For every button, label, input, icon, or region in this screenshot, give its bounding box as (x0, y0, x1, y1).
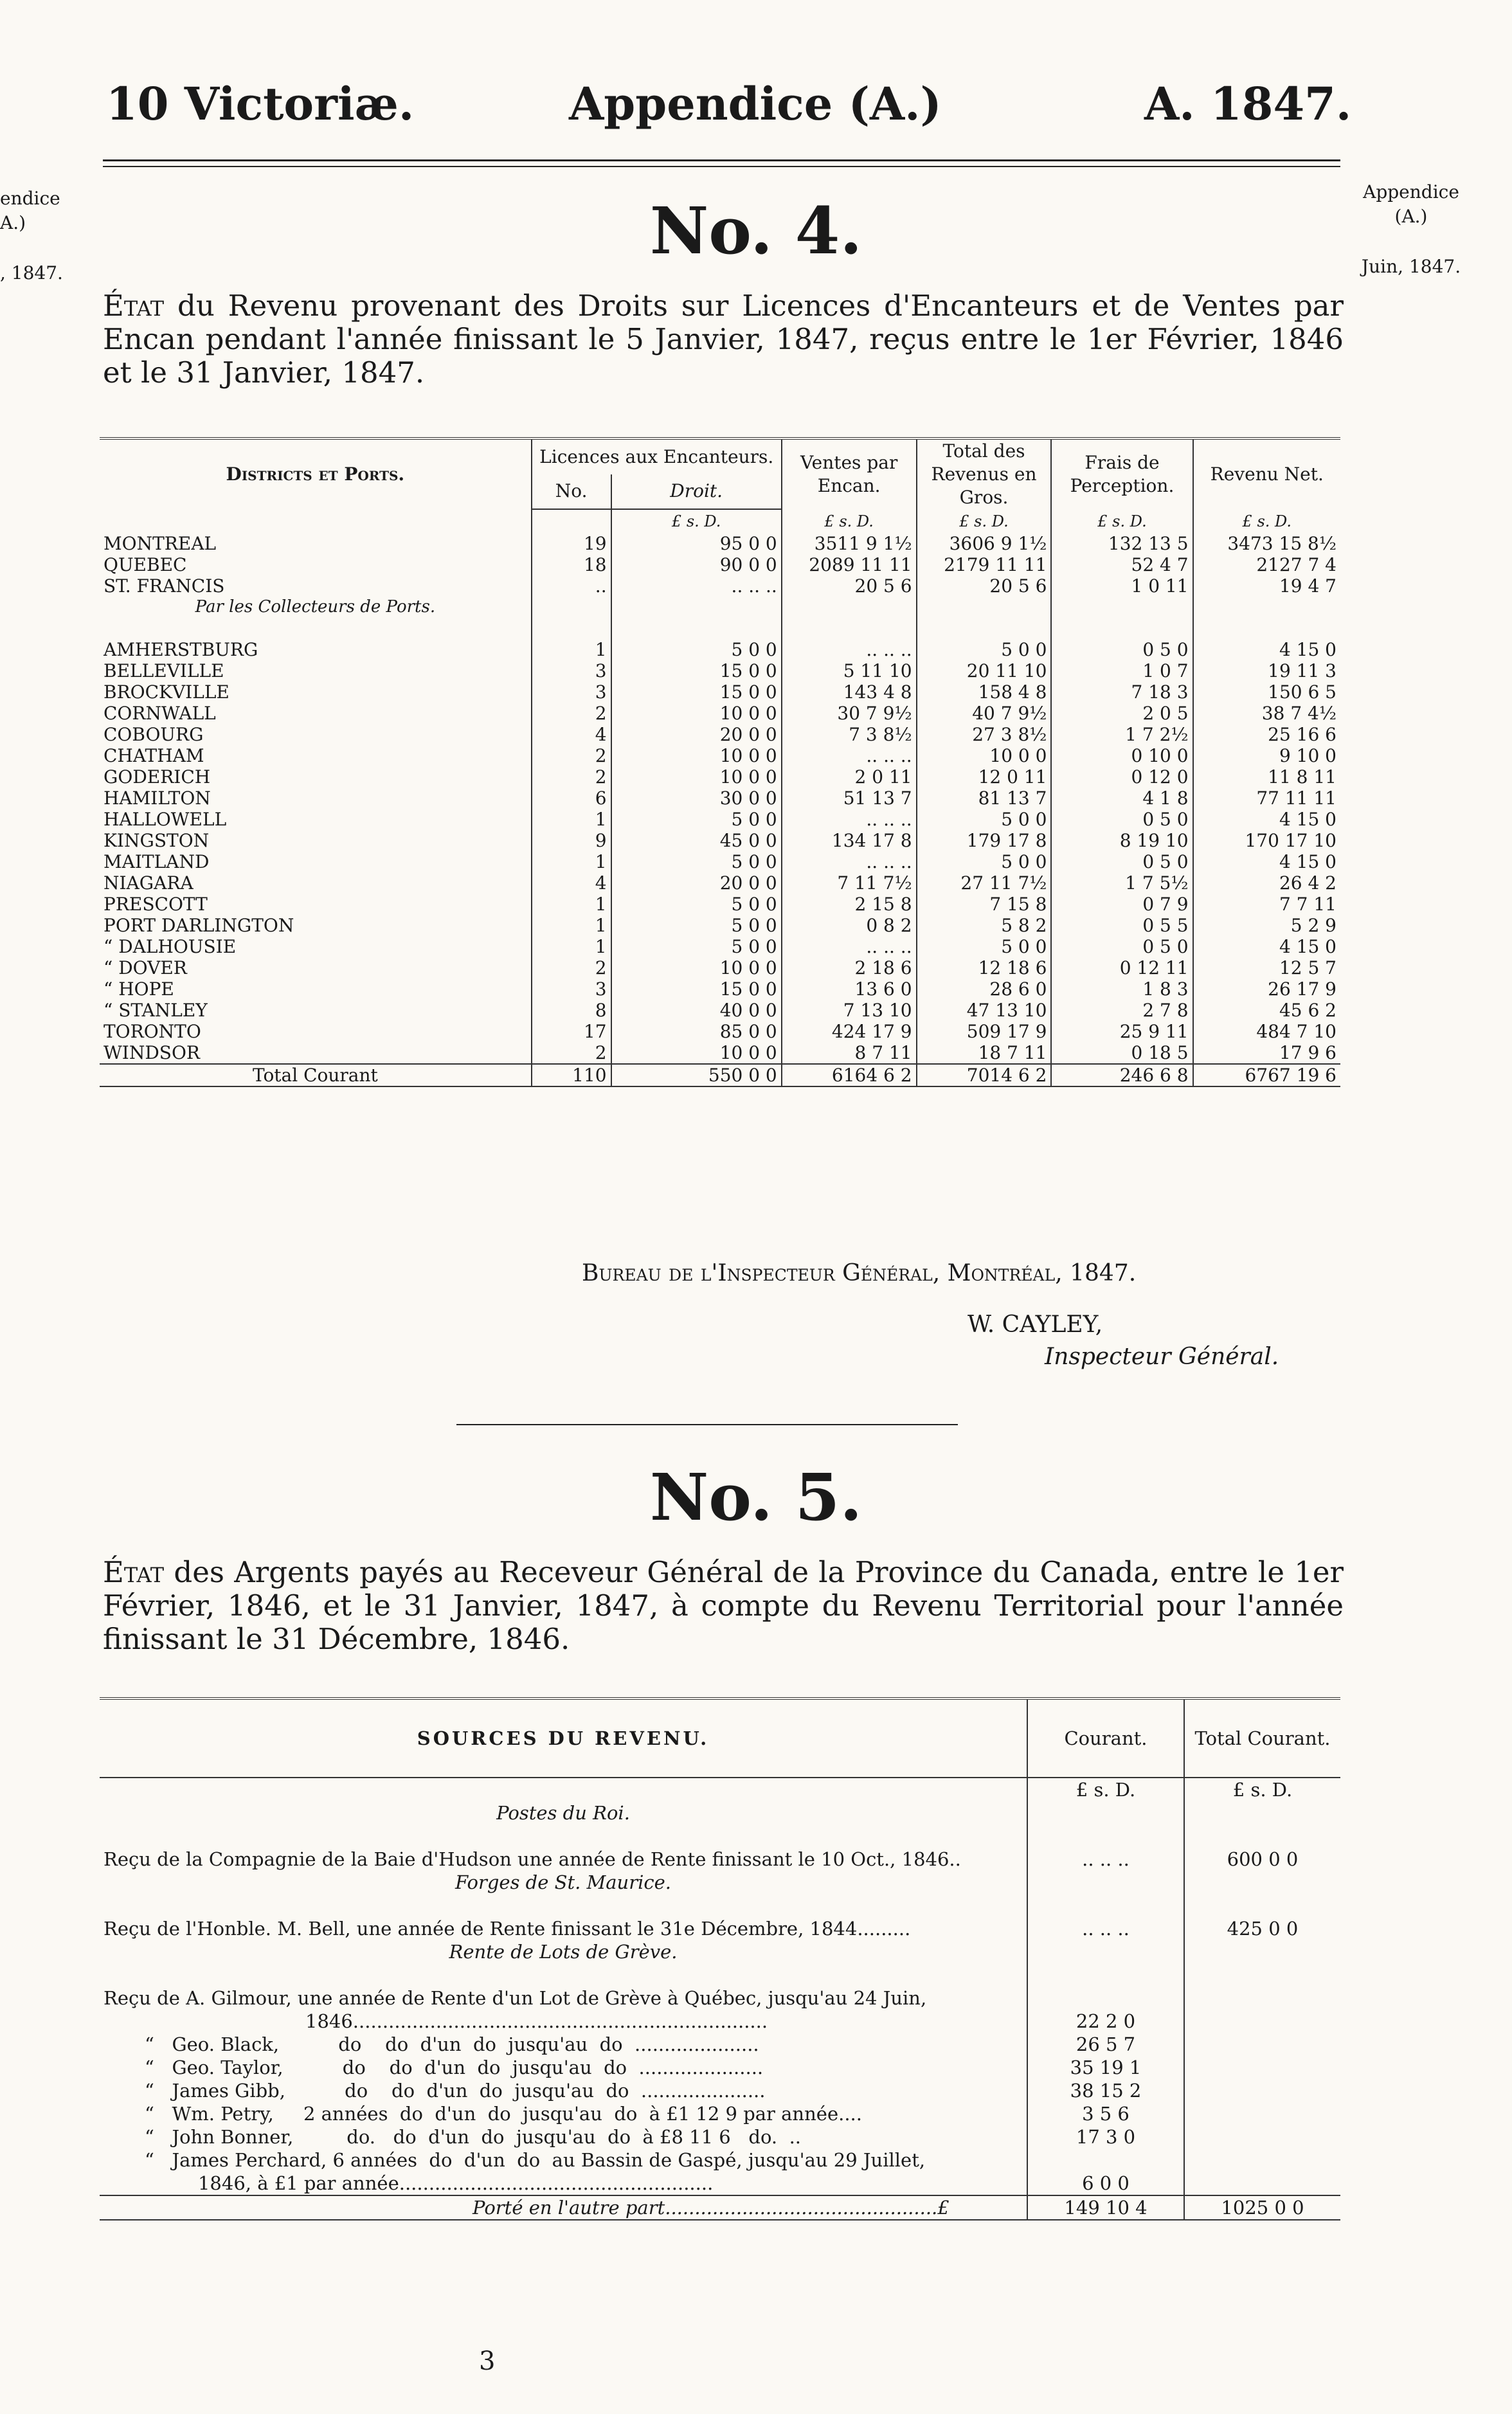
cell-net: 11 8 11 (1193, 766, 1340, 788)
cell-text: “ James Gibb, do do d'un do jusqu'au do ..................... (145, 2080, 766, 2102)
table4-total-row: Total Courant 110 550 0 0 6164 6 2 7014 6 2 246 6 8 6767 19 6 (100, 1064, 1340, 1086)
list-item (100, 2033, 1340, 2056)
row-gilmour-b: 1846...................................................................... 22 2 0 (100, 2010, 1340, 2033)
cell-ventes: 0 8 2 (782, 915, 917, 936)
cell-droit: 5 0 0 (611, 915, 782, 936)
cell-droit: 15 0 0 (611, 978, 782, 1000)
cell-net: 12 5 7 (1193, 957, 1340, 978)
cell-total: 27 3 8½ (917, 724, 1052, 745)
unit-courant: £ s. D. (1027, 1778, 1184, 1801)
cell-name: HAMILTON (104, 788, 211, 809)
list-item (100, 2056, 1340, 2079)
cell-total (1184, 2102, 1340, 2125)
cell-ventes: .. .. .. (782, 809, 917, 830)
page-number: 3 (479, 2346, 496, 2376)
col-ventes: Ventes par Encan. (782, 438, 917, 509)
cell-droit: 45 0 0 (611, 830, 782, 851)
cell-no: 1 (532, 894, 611, 915)
table4-title: État du Revenu provenant des Droits sur Licences d'Encanteurs et de Ventes par Encan pendant l'année finissant le 5 Janvier, 1847, reçus entre le 1er Février, 1846 et le 31 Janvier, 1847. (103, 289, 1344, 390)
table-row (100, 639, 1340, 660)
cell-ventes: 2 18 6 (782, 957, 917, 978)
table-row (100, 936, 1340, 957)
col-net: Revenu Net. (1193, 438, 1340, 509)
cell-courant: 3 5 6 (1027, 2102, 1184, 2125)
header-rule-1 (103, 159, 1340, 161)
cell-no: 1 (532, 809, 611, 830)
cell-droit: 5 0 0 (611, 936, 782, 957)
cell-net: 4 15 0 (1193, 809, 1340, 830)
cell-total: 179 17 8 (917, 830, 1052, 851)
cell-frais: 0 10 0 (1051, 745, 1192, 766)
cell-droit: 90 0 0 (611, 554, 782, 575)
col-no: No. (532, 474, 611, 509)
cell-net: 26 17 9 (1193, 978, 1340, 1000)
cell-no: 17 (532, 1021, 611, 1042)
cell-ventes: .. .. .. (782, 851, 917, 872)
bureau-line: Bureau de l'Inspecteur Général, Montréal, 1847. (582, 1260, 1137, 1286)
cell-total (1184, 2148, 1340, 2172)
cell-no: 9 (532, 830, 611, 851)
table-row (100, 1000, 1340, 1021)
cell-ventes: 2 15 8 (782, 894, 917, 915)
cell-name: PORT DARLINGTON (104, 915, 294, 936)
cell-net: 19 4 7 (1193, 575, 1340, 597)
cell-frais: 1 0 7 (1051, 660, 1192, 681)
cell-ventes: 7 13 10 (782, 1000, 917, 1021)
cell-droit: 10 0 0 (611, 703, 782, 724)
cell-ventes: .. .. .. (782, 745, 917, 766)
cell-no: 2 (532, 1042, 611, 1064)
cell-frais: 8 19 10 (1051, 830, 1192, 851)
cell-name: “ HOPE (104, 978, 174, 1000)
cell-ventes: 20 5 6 (782, 575, 917, 597)
cell-total: 12 0 11 (917, 766, 1052, 788)
cell-net: 25 16 6 (1193, 724, 1340, 745)
cell-frais: 4 1 8 (1051, 788, 1192, 809)
cell-total: 158 4 8 (917, 681, 1052, 703)
table-row (100, 660, 1340, 681)
unit-row-droit: £ s. D. (611, 509, 782, 533)
cell-net: 4 15 0 (1193, 936, 1340, 957)
table-row (100, 575, 1340, 597)
cell-courant: 6 0 0 (1027, 2172, 1184, 2195)
cell-no: 18 (532, 554, 611, 575)
cell-name: HALLOWELL (104, 809, 227, 830)
header-right: A. 1847. (1144, 77, 1352, 131)
table-row (100, 724, 1340, 745)
table-row (100, 681, 1340, 703)
cell-frais: 1 7 2½ (1051, 724, 1192, 745)
cell-total: 28 6 0 (917, 978, 1052, 1000)
table-row (100, 872, 1340, 894)
cell-ventes: 134 17 8 (782, 830, 917, 851)
col-frais: Frais de Perception. (1051, 438, 1192, 509)
cell-name: AMHERSTBURG (104, 639, 258, 660)
table-row (100, 957, 1340, 978)
cell-droit: 5 0 0 (611, 639, 782, 660)
cell-name: MONTREAL (104, 533, 217, 554)
cell-text: “ James Perchard, 6 années do d'un do au Bassin de Gaspé, jusqu'au 29 Juillet, (145, 2149, 926, 2171)
table-row (100, 703, 1340, 724)
cell-total: 47 13 10 (917, 1000, 1052, 1021)
cell-ventes: 143 4 8 (782, 681, 917, 703)
cell-name: WINDSOR (104, 1042, 201, 1063)
cell-net: 150 6 5 (1193, 681, 1340, 703)
header-left: 10 Victoriæ. (106, 77, 415, 131)
col-courant: Courant. (1027, 1698, 1184, 1778)
cell-name: “ DALHOUSIE (104, 936, 237, 957)
cell-net: 26 4 2 (1193, 872, 1340, 894)
cell-total: 5 0 0 (917, 851, 1052, 872)
cell-frais: 132 13 5 (1051, 533, 1192, 554)
cell-net: 9 10 0 (1193, 745, 1340, 766)
cell-no: 2 (532, 745, 611, 766)
cell-droit: 10 0 0 (611, 957, 782, 978)
cell-total: 3606 9 1½ (917, 533, 1052, 554)
cell-net: 484 7 10 (1193, 1021, 1340, 1042)
section-forges: Forges de St. Maurice. (455, 1871, 671, 1893)
cell-frais: 0 5 5 (1051, 915, 1192, 936)
cell-total (1184, 2125, 1340, 2148)
cell-no: 3 (532, 978, 611, 1000)
cell-frais: 2 0 5 (1051, 703, 1192, 724)
cell-name: NIAGARA (104, 872, 194, 894)
table4-revenue-table (100, 437, 1340, 1087)
list-item (100, 2102, 1340, 2125)
row-gilmour-a: Reçu de A. Gilmour, une année de Rente d'un Lot de Grève à Québec, jusqu'au 24 Juin, (100, 1986, 1340, 2010)
cell-net: 19 11 3 (1193, 660, 1340, 681)
cell-frais: 1 7 5½ (1051, 872, 1192, 894)
cell-droit: 15 0 0 (611, 681, 782, 703)
cell-no: 4 (532, 724, 611, 745)
cell-droit: 20 0 0 (611, 872, 782, 894)
cell-no: 1 (532, 851, 611, 872)
cell-frais: 0 5 0 (1051, 936, 1192, 957)
cell-total: 5 0 0 (917, 639, 1052, 660)
cell-net: 5 2 9 (1193, 915, 1340, 936)
table-row (100, 788, 1340, 809)
cell-total (1184, 2033, 1340, 2056)
cell-courant: 38 15 2 (1027, 2079, 1184, 2102)
cell-ventes: 424 17 9 (782, 1021, 917, 1042)
cell-ventes: 7 11 7½ (782, 872, 917, 894)
cell-total: 2179 11 11 (917, 554, 1052, 575)
unit-row-net: £ s. D. (1193, 509, 1340, 533)
unit-row-total: £ s. D. (917, 509, 1052, 533)
list-item (100, 2079, 1340, 2102)
cell-no: 1 (532, 915, 611, 936)
table-row (100, 851, 1340, 872)
cell-ventes: 2089 11 11 (782, 554, 917, 575)
cell-no: 19 (532, 533, 611, 554)
table-row (100, 809, 1340, 830)
cell-ventes: 5 11 10 (782, 660, 917, 681)
table-row (100, 978, 1340, 1000)
cell-name: “ DOVER (104, 957, 187, 978)
cell-total: 27 11 7½ (917, 872, 1052, 894)
cell-total: 509 17 9 (917, 1021, 1052, 1042)
cell-no: .. (532, 575, 611, 597)
cell-ventes: 8 7 11 (782, 1042, 917, 1064)
cell-total (1184, 2056, 1340, 2079)
row-carried-forward: Porté en l'autre part..............................................£ 149 10 4 1025 0 0 (100, 2195, 1340, 2220)
cell-ventes: 3511 9 1½ (782, 533, 917, 554)
cell-ventes: .. .. .. (782, 936, 917, 957)
cell-name: CHATHAM (104, 745, 204, 766)
cell-frais: 2 7 8 (1051, 1000, 1192, 1021)
table-row (100, 1021, 1340, 1042)
cell-total: 40 7 9½ (917, 703, 1052, 724)
cell-name: CORNWALL (104, 703, 216, 724)
table-row (100, 1042, 1340, 1064)
cell-net: 4 15 0 (1193, 639, 1340, 660)
cell-net: 38 7 4½ (1193, 703, 1340, 724)
section-divider (456, 1424, 958, 1425)
table5-number: No. 5. (649, 1459, 863, 1535)
cell-no: 2 (532, 766, 611, 788)
cell-frais: 25 9 11 (1051, 1021, 1192, 1042)
header-rule-2 (103, 166, 1340, 167)
cell-frais: 0 5 0 (1051, 809, 1192, 830)
cell-net: 77 11 11 (1193, 788, 1340, 809)
cell-droit: 5 0 0 (611, 894, 782, 915)
cell-total: 81 13 7 (917, 788, 1052, 809)
cell-text: 1846, à £1 par année..................................................... (145, 2172, 714, 2194)
cell-total: 7 15 8 (917, 894, 1052, 915)
unit-row-ventes: £ s. D. (782, 509, 917, 533)
cell-no: 8 (532, 1000, 611, 1021)
cell-frais: 0 12 0 (1051, 766, 1192, 788)
table-row (100, 554, 1340, 575)
cell-name: ST. FRANCIS (104, 575, 225, 597)
cell-droit: 40 0 0 (611, 1000, 782, 1021)
cell-total (1184, 2079, 1340, 2102)
cell-net: 4 15 0 (1193, 851, 1340, 872)
table5-revenue-table (100, 1697, 1340, 2220)
cell-total: 12 18 6 (917, 957, 1052, 978)
table-row (100, 894, 1340, 915)
list-item (100, 2125, 1340, 2148)
cell-net: 17 9 6 (1193, 1042, 1340, 1064)
list-item (100, 2172, 1340, 2195)
cell-droit: .. .. .. (611, 575, 782, 597)
col-sources: SOURCES DU REVENU. (100, 1698, 1027, 1778)
cell-total: 18 7 11 (917, 1042, 1052, 1064)
cell-name: COBOURG (104, 724, 204, 745)
cell-total: 10 0 0 (917, 745, 1052, 766)
cell-frais: 52 4 7 (1051, 554, 1192, 575)
cell-ventes: 7 3 8½ (782, 724, 917, 745)
table-row (100, 533, 1340, 554)
cell-droit: 5 0 0 (611, 809, 782, 830)
col-droit: Droit. (611, 474, 782, 509)
cell-courant: 26 5 7 (1027, 2033, 1184, 2056)
col-districts: Districts et Ports. (100, 438, 532, 509)
cell-droit: 15 0 0 (611, 660, 782, 681)
signature-title: Inspecteur Général. (1045, 1344, 1279, 1370)
cell-ventes: 30 7 9½ (782, 703, 917, 724)
cell-net: 45 6 2 (1193, 1000, 1340, 1021)
section-postes: Postes du Roi. (496, 1802, 630, 1824)
table-row (100, 915, 1340, 936)
cell-no: 1 (532, 639, 611, 660)
cell-no: 1 (532, 936, 611, 957)
unit-total: £ s. D. (1184, 1778, 1340, 1801)
cell-name: QUEBEC (104, 554, 187, 575)
cell-name: BELLEVILLE (104, 660, 224, 681)
cell-no: 2 (532, 957, 611, 978)
cell-droit: 10 0 0 (611, 1042, 782, 1064)
cell-total: 5 0 0 (917, 809, 1052, 830)
cell-name: KINGSTON (104, 830, 210, 851)
col-licences: Licences aux Encanteurs. (532, 438, 782, 474)
cell-total: 20 11 10 (917, 660, 1052, 681)
cell-no: 4 (532, 872, 611, 894)
cell-droit: 5 0 0 (611, 851, 782, 872)
table-row (100, 766, 1340, 788)
cell-total: 20 5 6 (917, 575, 1052, 597)
margin-right-notes: Appendice (A.) Juin, 1847. (1361, 181, 1461, 277)
cell-frais: 0 7 9 (1051, 894, 1192, 915)
collectors-subheading: Par les Collecteurs de Ports. (195, 597, 436, 617)
cell-frais: 0 18 5 (1051, 1042, 1192, 1064)
cell-net: 170 17 10 (1193, 830, 1340, 851)
col-total-courant: Total Courant. (1184, 1698, 1340, 1778)
margin-left-notes: endice A.) , 1847. (0, 188, 63, 284)
cell-net: 3473 15 8½ (1193, 533, 1340, 554)
cell-total (1184, 2172, 1340, 2195)
cell-text: “ Wm. Petry, 2 années do d'un do jusqu'au do à £1 12 9 par année.... (145, 2103, 862, 2125)
cell-droit: 20 0 0 (611, 724, 782, 745)
signature-name: W. CAYLEY, (968, 1311, 1103, 1338)
cell-frais: 0 12 11 (1051, 957, 1192, 978)
cell-total: 5 8 2 (917, 915, 1052, 936)
list-item (100, 2148, 1340, 2172)
header-center: Appendice (A.) (569, 77, 942, 131)
cell-name: PRESCOTT (104, 894, 208, 915)
col-total: Total des Revenus en Gros. (917, 438, 1052, 509)
cell-name: BROCKVILLE (104, 681, 230, 703)
cell-name: MAITLAND (104, 851, 210, 872)
cell-ventes: 13 6 0 (782, 978, 917, 1000)
cell-frais: 1 8 3 (1051, 978, 1192, 1000)
cell-net: 7 7 11 (1193, 894, 1340, 915)
table-row (100, 745, 1340, 766)
cell-ventes: .. .. .. (782, 639, 917, 660)
cell-no: 2 (532, 703, 611, 724)
cell-frais: 7 18 3 (1051, 681, 1192, 703)
unit-row-frais: £ s. D. (1051, 509, 1192, 533)
cell-frais: 1 0 11 (1051, 575, 1192, 597)
row-hudson: Reçu de la Compagnie de la Baie d'Hudson une année de Rente finissant le 10 Oct., 1846.. .. .. .. 600 0 0 (100, 1848, 1340, 1871)
cell-text: “ Geo. Black, do do d'un do jusqu'au do ..................... (145, 2033, 759, 2055)
cell-droit: 95 0 0 (611, 533, 782, 554)
cell-frais: 0 5 0 (1051, 851, 1192, 872)
cell-frais: 0 5 0 (1051, 639, 1192, 660)
cell-droit: 10 0 0 (611, 745, 782, 766)
cell-courant: 35 19 1 (1027, 2056, 1184, 2079)
table-row (100, 830, 1340, 851)
cell-no: 3 (532, 681, 611, 703)
section-greve: Rente de Lots de Grève. (449, 1941, 678, 1963)
cell-ventes: 2 0 11 (782, 766, 917, 788)
table5-title: État des Argents payés au Receveur Général de la Province du Canada, entre le 1er Février, 1846, et le 31 Janvier, 1847, à compte du Revenu Territorial pour l'année finissant le 31 Décembre, 1846. (103, 1555, 1344, 1656)
cell-courant: 17 3 0 (1027, 2125, 1184, 2148)
cell-text: “ John Bonner, do. do d'un do jusqu'au do à £8 11 6 do. .. (145, 2126, 802, 2148)
cell-total: 5 0 0 (917, 936, 1052, 957)
row-bell: Reçu de l'Honble. M. Bell, une année de Rente finissant le 31e Décembre, 1844......... .. .. .. 425 0 0 (100, 1917, 1340, 1940)
cell-droit: 85 0 0 (611, 1021, 782, 1042)
cell-name: “ STANLEY (104, 1000, 208, 1021)
cell-no: 6 (532, 788, 611, 809)
table4-number: No. 4. (649, 193, 863, 269)
cell-droit: 30 0 0 (611, 788, 782, 809)
cell-courant (1027, 2148, 1184, 2172)
cell-droit: 10 0 0 (611, 766, 782, 788)
cell-no: 3 (532, 660, 611, 681)
cell-ventes: 51 13 7 (782, 788, 917, 809)
cell-net: 2127 7 4 (1193, 554, 1340, 575)
cell-text: “ Geo. Taylor, do do d'un do jusqu'au do ..................... (145, 2057, 764, 2078)
cell-name: TORONTO (104, 1021, 201, 1042)
cell-name: GODERICH (104, 766, 211, 788)
